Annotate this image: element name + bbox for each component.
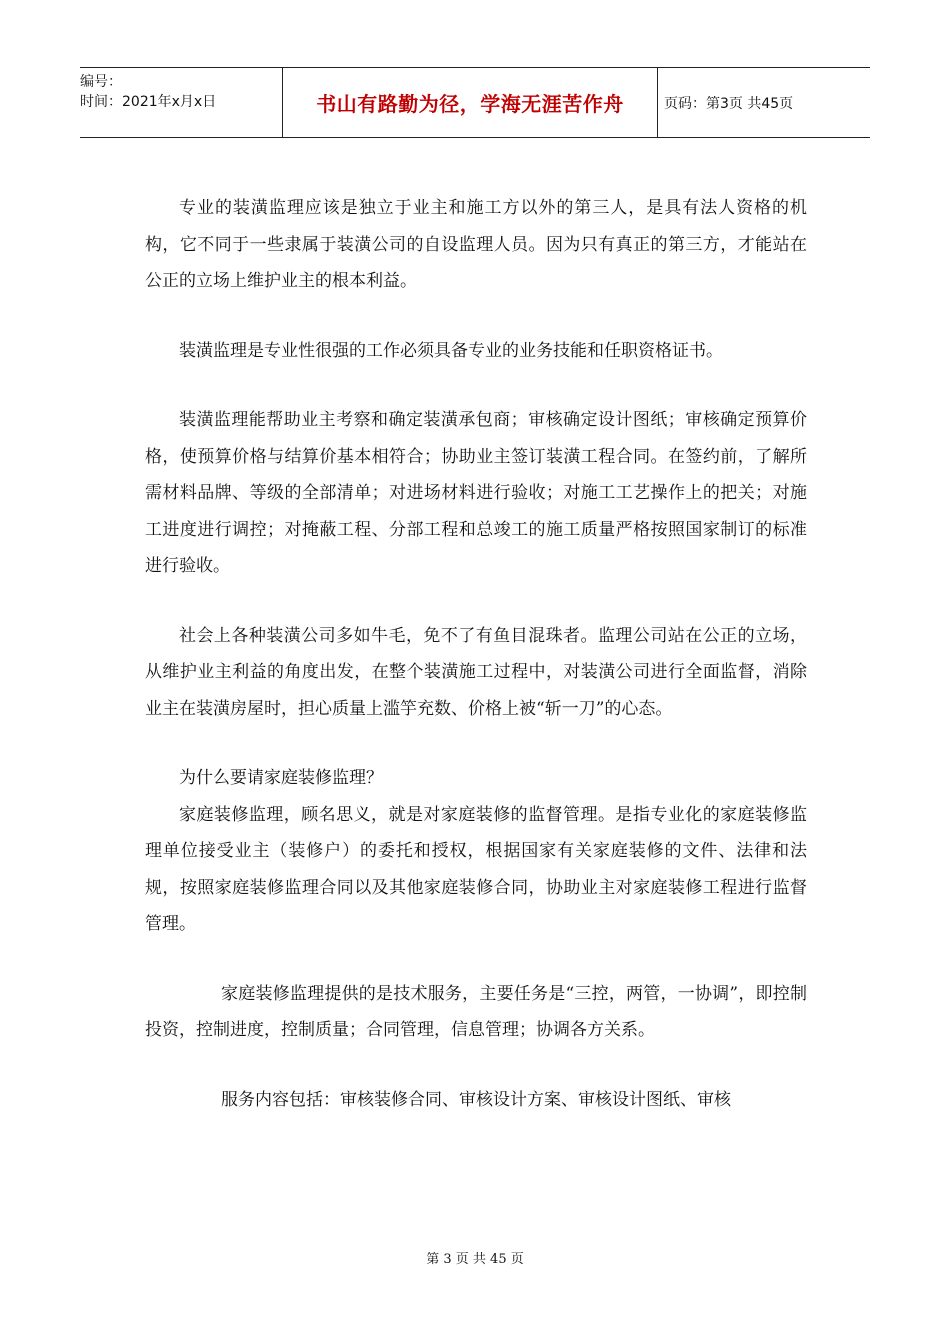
paragraph-third-party: 专业的装潢监理应该是独立于业主和施工方以外的第三人，是具有法人资格的机构，它不同于一些隶属于装潢公司的自设监理人员。因为只有真正的第三方，才能站在公正的立场上维护业主的根本利益。 — [145, 198, 807, 291]
paragraph-tasks: 家庭装修监理提供的是技术服务，主要任务是“三控，两管，一协调”，即控制投资，控制进度，控制质量；合同管理，信息管理；协调各方关系。 — [145, 983, 807, 1040]
paragraph-service-content: 服务内容包括：审核装修合同、审核设计方案、审核设计图纸、审核 — [221, 1089, 731, 1110]
paragraph-services: 装潢监理能帮助业主考察和确定装潢承包商；审核确定设计图纸；审核确定预算价格，使预算价格与结算价基本相符合；协助业主签订装潢工程合同。在签约前，了解所需材料品牌、等级的全部清单；对进场材料进行验收；对施工工艺操作上的把关；对施工进度进行调控；对掩蔽工程、分部工程和总竣工的施工质量严格按照国家制订的标准进行验收。 — [145, 410, 807, 576]
paragraph-definition: 家庭装修监理，顾名思义，就是对家庭装修的监督管理。是指专业化的家庭装修监理单位接受业主（装修户）的委托和授权，根据国家有关家庭装修的文件、法律和法规，按照家庭装修监理合同以及其他家庭装修合同，协助业主对家庭装修工程进行监督管理。 — [145, 804, 807, 934]
document-time-label: 时间：2021年x月x日 — [80, 94, 217, 110]
section-question: 为什么要请家庭装修监理？ — [179, 768, 383, 788]
paragraph-qualification: 装潢监理是专业性很强的工作必须具备专业的业务技能和任职资格证书。 — [179, 340, 723, 361]
page-header — [80, 67, 870, 138]
header-motto: 书山有路勤为径，学海无涯苦作舟 — [283, 68, 658, 137]
paragraph-market: 社会上各种装潢公司多如牛毛，免不了有鱼目混珠者。监理公司站在公正的立场，从维护业主利益的角度出发，在整个装潢施工过程中，对装潢公司进行全面监督，消除业主在装潢房屋时，担心质量上滥竽充数、价格上被“斩一刀”的心态。 — [145, 625, 807, 719]
header-meta — [80, 68, 283, 137]
page-footer: 第 3 页 共 45 页 — [426, 1252, 524, 1267]
document-body — [145, 190, 807, 1118]
header-page-info: 页码：第3页 共45页 — [664, 95, 794, 112]
document-number-label: 编号： — [80, 74, 122, 90]
